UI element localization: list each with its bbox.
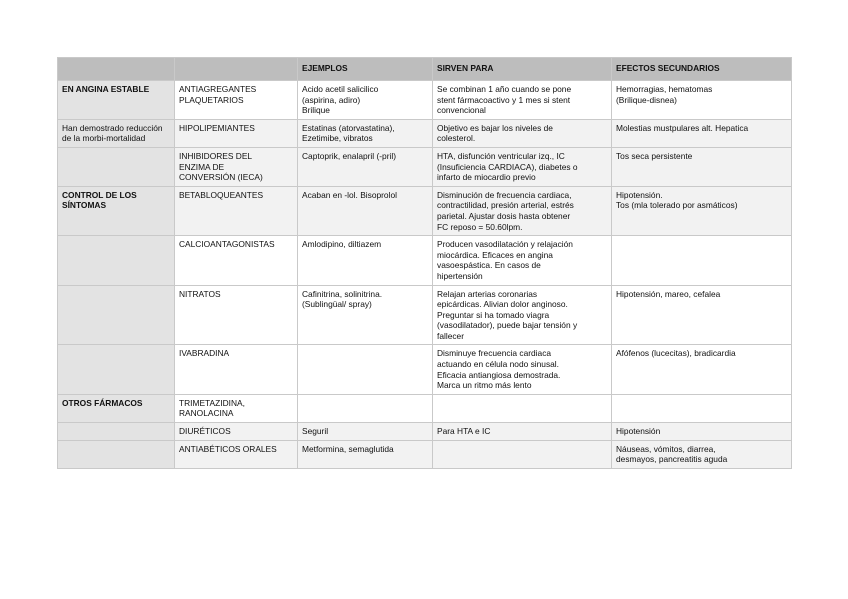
drug-line: PLAQUETARIOS	[179, 94, 244, 105]
purpose-cell	[433, 186, 612, 235]
examples-line: (Sublingüal/ spray)	[302, 299, 372, 310]
drug-line: ANTIAGREGANTES	[179, 84, 257, 94]
table-row	[58, 119, 792, 147]
examples-line: (aspirina, adiro)	[302, 94, 361, 105]
effects-cell	[612, 119, 792, 147]
examples-line: Acaban en -lol. Bisoprolol	[302, 189, 397, 200]
drug-table	[57, 57, 792, 469]
drug-cell	[175, 440, 298, 468]
purpose-line: convencional	[437, 105, 486, 116]
table-body	[58, 81, 792, 469]
drug-cell	[175, 394, 298, 422]
group-cell	[58, 236, 175, 285]
purpose-line: Disminuye frecuencia cardiaca	[437, 348, 552, 359]
purpose-cell	[433, 394, 612, 422]
drug-line: NITRATOS	[179, 288, 221, 299]
table-row	[58, 186, 792, 235]
effects-cell	[612, 440, 792, 468]
table-row	[58, 423, 792, 441]
purpose-line: Eficacia antiangiosa demostrada.	[437, 369, 561, 380]
examples-cell	[298, 285, 433, 345]
examples-cell	[298, 81, 433, 120]
header-row	[58, 58, 792, 81]
purpose-line: fallecer	[437, 330, 464, 341]
examples-line: Seguril	[302, 426, 329, 437]
table-row	[58, 345, 792, 394]
purpose-cell	[433, 119, 612, 147]
group-cell: Han demostrado reducción de la morbi-mortalidad	[58, 119, 175, 147]
drug-cell	[175, 345, 298, 394]
effects-cell	[612, 423, 792, 441]
examples-line: Ezetimibe, vibratos	[302, 133, 373, 144]
effects-cell	[612, 81, 792, 120]
effects-line: desmayos, pancreatitis aguda	[616, 454, 728, 465]
group-cell	[58, 285, 175, 345]
examples-line: Estatinas (atorvastatina),	[302, 122, 395, 133]
examples-line: Metformina, semaglutida	[302, 443, 394, 454]
group-cell: OTROS FÁRMACOS	[58, 394, 175, 422]
examples-cell	[298, 236, 433, 285]
effects-line: Hipotensión	[616, 426, 661, 437]
table-row	[58, 236, 792, 285]
group-cell: CONTROL DE LOS SÍNTOMAS	[58, 186, 175, 235]
effects-cell	[612, 186, 792, 235]
effects-cell	[612, 394, 792, 422]
examples-line: Amlodipino, diltiazem	[302, 239, 382, 250]
drug-line: ANTIABÉTICOS ORALES	[179, 443, 277, 454]
drug-line: HIPOLIPEMIANTES	[179, 122, 255, 133]
purpose-line: Disminución de frecuencia cardiaca,	[437, 189, 572, 200]
purpose-line: Preguntar si ha tomado viagra	[437, 309, 550, 320]
effects-line: Tos (mla tolerado por asmáticos)	[616, 200, 738, 211]
drug-line: ENZIMA DE	[179, 161, 225, 172]
table-row	[58, 394, 792, 422]
group-cell	[58, 423, 175, 441]
purpose-line: Relajan arterias coronarias	[437, 288, 538, 299]
purpose-cell	[433, 423, 612, 441]
purpose-cell	[433, 440, 612, 468]
examples-line: Brilique	[302, 105, 330, 116]
drug-cell	[175, 147, 298, 186]
purpose-line: Objetivo es bajar los niveles de	[437, 122, 553, 133]
group-cell	[58, 440, 175, 468]
drug-line: RANOLACINA	[179, 408, 234, 419]
effects-cell	[612, 236, 792, 285]
table-row	[58, 81, 792, 120]
drug-line: DIURÉTICOS	[179, 426, 231, 437]
purpose-line: actuando en célula nodo sinusal.	[437, 359, 559, 370]
examples-cell	[298, 186, 433, 235]
group-cell: EN ANGINA ESTABLE	[58, 81, 175, 120]
purpose-line: Se combinan 1 año cuando se pone	[437, 84, 572, 94]
examples-cell	[298, 440, 433, 468]
drug-line: TRIMETAZIDINA,	[179, 397, 245, 408]
header-cell-effects: EFECTOS SECUNDARIOS	[612, 58, 792, 81]
drug-line: CONVERSIÓN (IECA)	[179, 172, 263, 183]
drug-cell	[175, 285, 298, 345]
purpose-line: Para HTA e IC	[437, 426, 491, 437]
effects-line: (Brilique-disnea)	[616, 94, 677, 105]
purpose-line: Marca un ritmo más lento	[437, 380, 532, 391]
purpose-cell	[433, 147, 612, 186]
purpose-line: hipertensión	[437, 270, 483, 281]
effects-cell	[612, 285, 792, 345]
header-cell-purpose: SIRVEN PARA	[433, 58, 612, 81]
purpose-line: HTA, disfunción ventricular izq., IC	[437, 150, 565, 161]
drug-cell	[175, 81, 298, 120]
effects-cell	[612, 147, 792, 186]
drug-line: IVABRADINA	[179, 348, 230, 359]
group-cell	[58, 147, 175, 186]
examples-cell	[298, 423, 433, 441]
purpose-line: miocárdica. Eficaces en angina	[437, 249, 553, 260]
drug-line: CALCIOANTAGONISTAS	[179, 239, 275, 250]
purpose-line: parietal. Ajustar dosis hasta obtener	[437, 210, 571, 221]
purpose-line: stent fármacoactivo y 1 mes si stent	[437, 94, 571, 105]
purpose-line: Producen vasodilatación y relajación	[437, 239, 573, 250]
purpose-cell	[433, 236, 612, 285]
examples-cell	[298, 394, 433, 422]
purpose-cell	[433, 81, 612, 120]
purpose-line: FC reposo = 50.60lpm.	[437, 221, 523, 232]
header-cell-group	[58, 58, 175, 81]
effects-line: Náuseas, vómitos, diarrea,	[616, 443, 716, 454]
drug-cell	[175, 186, 298, 235]
examples-cell	[298, 147, 433, 186]
effects-line: Afófenos (lucecitas), bradicardia	[616, 348, 736, 359]
effects-cell	[612, 345, 792, 394]
drug-cell	[175, 119, 298, 147]
effects-line: Hipotensión, mareo, cefalea	[616, 288, 721, 299]
examples-line: Cafinitrina, solinitrina.	[302, 288, 383, 299]
effects-line: Hipotensión.	[616, 189, 663, 200]
effects-line: Hemorragias, hematomas	[616, 84, 713, 94]
purpose-line: vasoespástica. En casos de	[437, 260, 541, 271]
examples-line: Acido acetil salicilico	[302, 84, 379, 94]
effects-line: Tos seca persistente	[616, 150, 693, 161]
effects-line: Molestias mustpulares alt. Hepatica	[616, 122, 749, 133]
purpose-line: infarto de miocardio previo	[437, 172, 536, 183]
table-row	[58, 440, 792, 468]
examples-line: Captoprik, enalapril (-pril)	[302, 150, 397, 161]
purpose-cell	[433, 285, 612, 345]
purpose-line: contractilidad, presión arterial, estrés	[437, 200, 574, 211]
header-cell-drug	[175, 58, 298, 81]
purpose-line: (Insuficiencia CARDIACA), diabetes o	[437, 161, 578, 172]
table-row	[58, 147, 792, 186]
examples-cell	[298, 345, 433, 394]
drug-cell	[175, 423, 298, 441]
table-row	[58, 285, 792, 345]
drug-cell	[175, 236, 298, 285]
group-cell	[58, 345, 175, 394]
header-cell-examples: EJEMPLOS	[298, 58, 433, 81]
purpose-line: epicárdicas. Alivian dolor anginoso.	[437, 299, 568, 310]
examples-cell	[298, 119, 433, 147]
drug-line: INHIBIDORES DEL	[179, 150, 253, 161]
table-header	[58, 58, 792, 81]
purpose-cell	[433, 345, 612, 394]
purpose-line: colesterol.	[437, 133, 476, 144]
drug-line: BETABLOQUEANTES	[179, 189, 264, 200]
purpose-line: (vasodilatador), puede bajar tensión y	[437, 320, 578, 331]
